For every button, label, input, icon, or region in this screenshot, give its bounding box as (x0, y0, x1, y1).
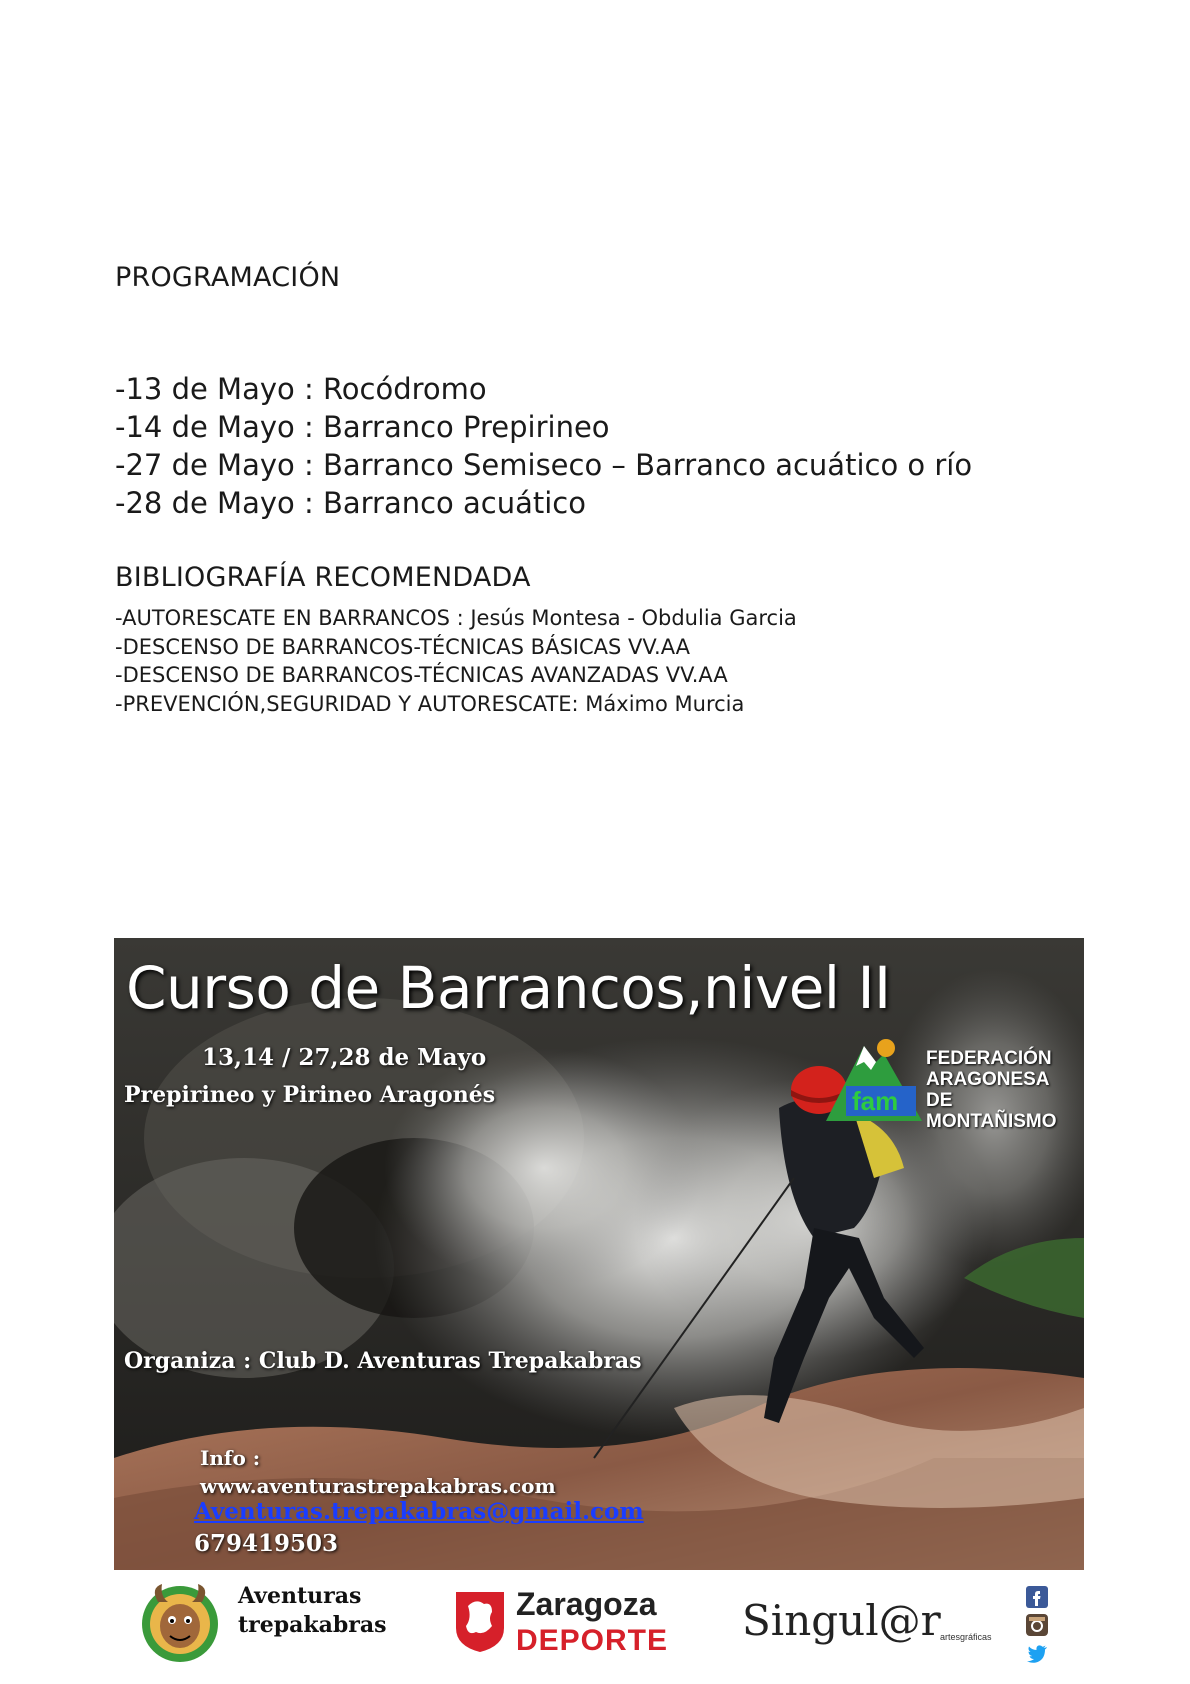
social-icons (1026, 1586, 1052, 1666)
bibliografia-item: -DESCENSO DE BARRANCOS-TÉCNICAS AVANZADAS VV.AA (115, 663, 728, 687)
poster-location: Prepirineo y Pirineo Aragonés (124, 1082, 496, 1108)
poster-dates: 13,14 / 27,28 de Mayo (202, 1044, 487, 1071)
twitter-icon[interactable] (1026, 1642, 1048, 1664)
poster-organiza: Organiza : Club D. Aventuras Trepakabras (124, 1348, 642, 1374)
programacion-item: -27 de Mayo : Barranco Semiseco – Barranco acuático o río (115, 448, 973, 482)
poster-info-label: Info : (200, 1446, 261, 1470)
trepakabras-name (238, 1582, 387, 1640)
programacion-item: -13 de Mayo : Rocódromo (115, 372, 487, 406)
fam-line: FEDERACIÓN (926, 1048, 1052, 1069)
zaragoza-deporte-logo (454, 1574, 684, 1674)
sponsor-footer (114, 1574, 1084, 1674)
programacion-item: -28 de Mayo : Barranco acuático (115, 486, 586, 520)
trepakabras-logo (114, 1574, 387, 1674)
trepakabras-line: Aventuras (238, 1583, 362, 1609)
fam-name (926, 1048, 1084, 1132)
instagram-icon[interactable] (1026, 1614, 1048, 1636)
zaragoza-lion-icon (454, 1588, 506, 1654)
fam-line: DE MONTAÑISMO (926, 1090, 1057, 1132)
fam-line: ARAGONESA (926, 1069, 1050, 1090)
poster-title: Curso de Barrancos,nivel II (126, 954, 891, 1022)
bibliografia-item: -AUTORESCATE EN BARRANCOS : Jesús Montesa - Obdulia Garcia (115, 606, 797, 630)
bibliografia-list (115, 604, 797, 718)
singular-logo (730, 1574, 1030, 1674)
deporte-name: DEPORTE (516, 1624, 669, 1657)
course-poster (114, 938, 1084, 1570)
programacion-item: -14 de Mayo : Barranco Prepirineo (115, 410, 610, 444)
facebook-icon[interactable] (1026, 1586, 1048, 1608)
singular-subtitle: artesgráficas (940, 1632, 992, 1642)
goat-emblem-icon (140, 1580, 220, 1664)
poster-website: www.aventurastrepakabras.com (200, 1474, 556, 1498)
bibliografia-heading: BIBLIOGRAFÍA RECOMENDADA (115, 562, 531, 593)
poster-email-link[interactable]: Aventuras.trepakabras@gmail.com (194, 1498, 644, 1525)
poster-phone: 679419503 (194, 1530, 339, 1557)
trepakabras-line: trepakabras (238, 1612, 387, 1638)
programacion-list (115, 370, 972, 522)
bibliografia-item: -DESCENSO DE BARRANCOS-TÉCNICAS BÁSICAS VV.AA (115, 634, 691, 659)
zaragoza-name: Zaragoza (516, 1586, 657, 1622)
fam-abbr: fam (852, 1086, 899, 1116)
programacion-heading: PROGRAMACIÓN (115, 262, 341, 293)
singular-name: Singul@r (742, 1596, 941, 1645)
bibliografia-item: -PREVENCIÓN,SEGURIDAD Y AUTORESCATE: Máximo Murcia (115, 691, 745, 716)
